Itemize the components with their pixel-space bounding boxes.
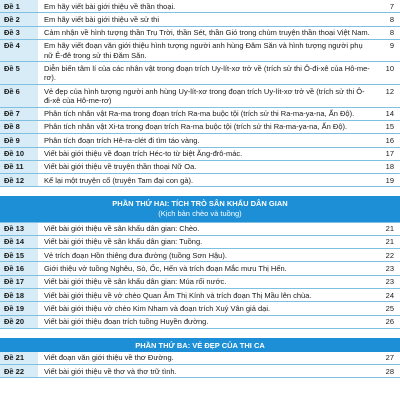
toc-row [0,13,400,26]
page-number: 15 [374,120,400,133]
entry-title: Diễn biến tâm lí của các nhân vật trong đoạn trích Uy-lít-xơ trở về (trích sử thi Ô-đi-xê của Hô-me-rơ). [38,62,374,85]
page-number: 9 [374,39,400,62]
page-number: 25 [374,302,400,315]
section-subtitle: (Kịch bản chèo và tuồng) [0,209,400,222]
de-label: Đề 18 [0,289,38,302]
section-header [0,338,400,351]
page-number: 27 [374,352,400,365]
entry-title: Viết bài giới thiệu về vở chèo Quan Âm Thị Kính và trích đoạn Thị Mầu lên chùa. [38,289,374,302]
toc-row [0,249,400,262]
de-label: Đề 6 [0,85,38,108]
de-label: Đề 12 [0,174,38,187]
entry-title: Viết bài giới thiệu đoạn trích tuồng Huyền đường. [38,315,374,328]
de-label: Đề 5 [0,62,38,85]
page-number: 7 [374,0,400,13]
page-number: 10 [374,62,400,85]
page-number: 22 [374,249,400,262]
de-label: Đề 16 [0,262,38,275]
section-spacer [0,328,400,338]
toc-row [0,235,400,248]
entry-title: Vẻ đẹp của hình tượng người anh hùng Uy-lít-xơ trong đoạn trích Uy-lít-xơ trở về (trích sử thi Ô-đi-xê của Hô-me-rơ) [38,85,374,108]
toc-row [0,0,400,13]
toc-row [0,39,400,62]
entry-title: Vẻ trích đoạn Hồn thiêng đưa đường (tuồng Sơn Hậu). [38,249,374,262]
de-label: Đề 14 [0,235,38,248]
toc-row [0,262,400,275]
entry-title: Em hãy viết đoạn văn giới thiệu hình tượng người anh hùng Đăm Săn và hình tượng người phụ nữ Ê-đê trong sử thi Đăm Săn. [38,39,374,62]
de-label: Đề 7 [0,107,38,120]
de-label: Đề 21 [0,352,38,365]
page-number: 26 [374,315,400,328]
de-label: Đề 19 [0,302,38,315]
de-label: Đề 11 [0,160,38,173]
toc-row [0,302,400,315]
page-number: 16 [374,134,400,147]
de-label: Đề 9 [0,134,38,147]
page-number: 12 [374,85,400,108]
de-label: Đề 17 [0,275,38,288]
toc-row [0,275,400,288]
page-number: 21 [374,222,400,235]
entry-title: Viết bài giới thiệu về sân khấu dân gian: Tuồng. [38,235,374,248]
page-number: 14 [374,107,400,120]
section-title: PHẦN THỨ BA: VẺ ĐẸP CỦA THI CA [0,338,400,351]
de-label: Đề 3 [0,26,38,39]
entry-title: Phân tích đoạn trích Hê-ra-clét đi tìm táo vàng. [38,134,374,147]
de-label: Đề 10 [0,147,38,160]
entry-title: Viết bài giới thiệu về sân khấu dân gian: Chèo. [38,222,374,235]
de-label: Đề 1 [0,0,38,13]
section-spacer [0,187,400,196]
toc-row [0,26,400,39]
section-header [0,196,400,209]
page-number: 28 [374,365,400,378]
page-number: 8 [374,13,400,26]
de-label: Đề 20 [0,315,38,328]
entry-title: Em hãy viết bài giới thiệu về sử thi [38,13,374,26]
section-title: PHẦN THỨ HAI: TÍCH TRÒ SÂN KHẤU DÂN GIAN [0,196,400,209]
entry-title: Viết đoạn văn giới thiệu về thơ Đường. [38,352,374,365]
toc-row [0,120,400,133]
toc-row [0,289,400,302]
entry-title: Viết bài giới thiệu về đoạn trích Héc-to từ biệt Ăng-đrô-mác. [38,147,374,160]
de-label: Đề 22 [0,365,38,378]
toc-row [0,365,400,378]
page-number: 18 [374,160,400,173]
entry-title: Phân tích nhân vật Xi-ta trong đoạn trích Ra-ma buộc tội (trích sử thi Ra-ma-ya-na, Ấn Độ). [38,120,374,133]
toc-row [0,62,400,85]
entry-title: Viết bài giới thiệu vở chèo Kim Nham và đoạn trích Xuý Vân giả dại. [38,302,374,315]
toc-row [0,85,400,108]
page-number: 19 [374,174,400,187]
de-label: Đề 13 [0,222,38,235]
page-number: 21 [374,235,400,248]
toc-row [0,174,400,187]
page-number: 24 [374,289,400,302]
toc-row [0,160,400,173]
toc-row [0,222,400,235]
de-label: Đề 4 [0,39,38,62]
entry-title: Viết bài giới thiệu về sân khấu dân gian: Múa rối nước. [38,275,374,288]
entry-title: Viết bài giới thiệu về thơ và thơ trữ tình. [38,365,374,378]
entry-title: Cảm nhận về hình tượng thần Trụ Trời, thần Sét, thần Gió trong chùm truyện thần thoại Việt Nam. [38,26,374,39]
toc-row [0,134,400,147]
entry-title: Viết bài giới thiệu về truyện thần thoại Nữ Oa. [38,160,374,173]
de-label: Đề 2 [0,13,38,26]
page-number: 17 [374,147,400,160]
entry-title: Phân tích nhân vật Ra-ma trong đoạn trích Ra-ma buộc tội (trích sử thi Ra-ma-ya-na, Ấn Độ). [38,107,374,120]
entry-title: Kể lại một truyện cổ (truyện Tam đại con gà). [38,174,374,187]
toc-row [0,107,400,120]
toc-row [0,147,400,160]
page-number: 8 [374,26,400,39]
toc-row [0,315,400,328]
toc-row [0,352,400,365]
page-number: 23 [374,262,400,275]
section-subtitle-row [0,209,400,222]
de-label: Đề 8 [0,120,38,133]
de-label: Đề 15 [0,249,38,262]
page-number: 23 [374,275,400,288]
entry-title: Em hãy viết bài giới thiệu về thần thoại. [38,0,374,13]
entry-title: Giới thiệu vở tuồng Nghêu, Sò, Ốc, Hến và trích đoạn Mắc mưu Thị Hến. [38,262,374,275]
